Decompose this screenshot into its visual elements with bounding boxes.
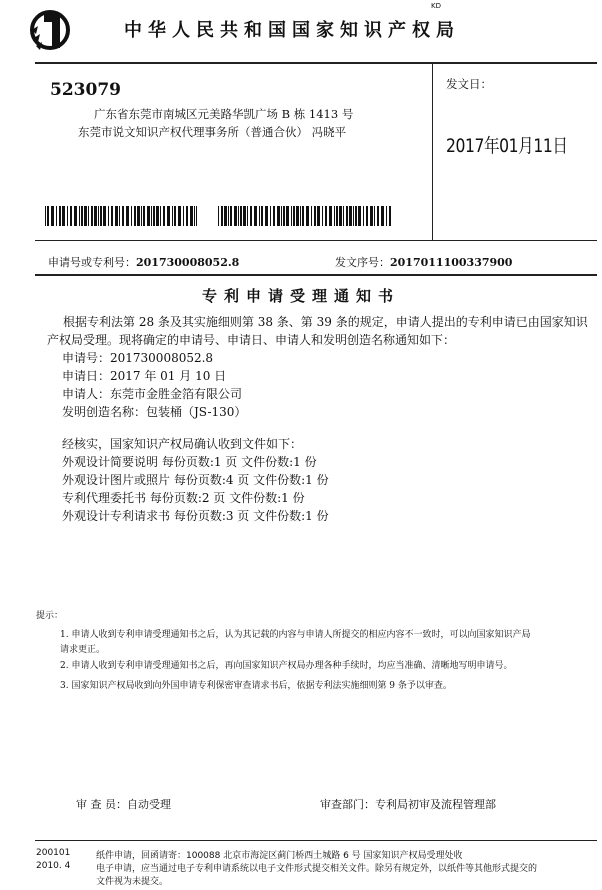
barcode-bar — [141, 206, 142, 226]
tip-item: 3. 国家知识产权局收到向外国申请专利保密审查请求书后，依据专利法实施细则第 9 条予以审查。 — [60, 681, 452, 691]
file-item: 外观设计专利请求书 每份页数:3 页 文件份数:1 份 — [62, 509, 329, 523]
barcode-bar — [196, 206, 197, 226]
barcode-bar — [363, 206, 364, 226]
barcode-bar — [137, 206, 140, 226]
form-version: 2010. 4 — [36, 861, 71, 871]
barcode-bar — [238, 206, 239, 226]
send-date: 2017年01月11日 — [446, 135, 568, 157]
application-number-value: 201730008052.8 — [136, 256, 240, 269]
barcode-bar — [147, 206, 150, 226]
barcode-bar — [186, 206, 188, 226]
form-code: 200101 — [36, 848, 71, 858]
corner-mark: KD — [431, 2, 441, 10]
document-serial-value: 2017011100337900 — [390, 256, 513, 269]
barcode-bar — [143, 206, 145, 226]
number-rule — [35, 274, 597, 276]
barcode-bar — [281, 206, 282, 226]
barcode-bar — [254, 206, 257, 226]
barcode-bar — [151, 206, 152, 226]
barcode-bar — [163, 206, 165, 226]
review-department — [320, 796, 496, 812]
barcode-bar — [291, 206, 292, 226]
document-serial — [335, 254, 512, 270]
tips-title: 提示： — [36, 611, 64, 621]
barcode-bar — [160, 206, 161, 226]
barcode-bar — [115, 206, 118, 226]
barcode-bar — [240, 206, 242, 226]
barcode-bar — [325, 206, 327, 226]
barcode-bar — [111, 206, 113, 226]
postcode: 523079 — [50, 80, 121, 100]
barcode-bar — [178, 206, 181, 226]
application-number — [48, 254, 239, 270]
barcode-right-icon — [218, 206, 392, 226]
barcode-bar — [353, 206, 354, 226]
barcode-bar — [283, 206, 285, 226]
barcode-bar — [224, 206, 227, 226]
recipient-address: 广东省东莞市南城区元美路华凯广场 B 栋 1413 号 — [94, 107, 354, 121]
barcode-bar — [190, 206, 193, 226]
barcode-bar — [156, 206, 159, 226]
review-department-label: 审查部门： — [320, 798, 375, 811]
barcode-bar — [88, 206, 89, 226]
barcode-bar — [167, 206, 170, 226]
field-filing-date: 申请日：2017 年 01 月 10 日 — [62, 369, 227, 383]
barcode-bar — [243, 206, 246, 226]
barcode-bar — [336, 206, 338, 226]
barcode-bar — [47, 206, 49, 226]
barcode-bar — [100, 206, 102, 226]
send-date-label: 发文日： — [446, 77, 492, 91]
barcode-bar — [349, 206, 352, 226]
field-invention-title: 发明创造名称：包装桶（JS-130） — [62, 405, 247, 419]
barcode-bar — [346, 206, 348, 226]
barcode-bar — [45, 206, 46, 226]
barcode-bar — [62, 206, 65, 226]
barcode-bar — [174, 206, 176, 226]
barcode-bar — [103, 206, 106, 226]
barcode-bar — [374, 206, 375, 226]
document-title: 专利申请受理通知书 — [201, 287, 400, 305]
barcode-bar — [98, 206, 99, 226]
barcode-bar — [230, 206, 232, 226]
file-item: 外观设计图片或照片 每份页数:4 页 文件份数:1 份 — [62, 473, 329, 487]
barcode-bar — [306, 206, 309, 226]
barcode-bar — [273, 206, 275, 226]
barcode-bar — [381, 206, 384, 226]
tip-item: 1. 申请人收到专利申请受理通知书之后，认为其记载的内容与申请人所提交的相应内容不一致时，可以向国家知识产局 — [60, 630, 531, 640]
barcode-bar — [108, 206, 109, 226]
barcode-bar — [119, 206, 120, 226]
barcode-bar — [386, 206, 387, 226]
application-number-label: 申请号或专利号： — [48, 256, 136, 269]
examiner-value: 自动受理 — [127, 798, 171, 811]
barcode-bar — [228, 206, 229, 226]
examiner — [76, 796, 171, 812]
barcode-bar — [355, 206, 357, 226]
barcode-bar — [377, 206, 379, 226]
document-serial-label: 发文序号： — [335, 256, 390, 269]
barcode-bar — [247, 206, 248, 226]
barcode-bar — [296, 206, 299, 226]
barcode-bar — [358, 206, 361, 226]
barcode-bar — [311, 206, 312, 226]
barcode-bar — [131, 206, 132, 226]
barcode-bar — [334, 206, 335, 226]
barcode-bar — [74, 206, 77, 226]
barcode-bar — [221, 206, 223, 226]
barcode-bar — [70, 206, 72, 226]
barcode-bar — [261, 206, 263, 226]
field-application-number: 申请号：201730008052.8 — [62, 351, 214, 365]
barcode-bar — [259, 206, 260, 226]
barcode-bar — [343, 206, 344, 226]
footer-line: 电子申请，应当通过电子专利申请系统以电子文件形式提交相关文件。除另有规定外，以纸件等其他形式提交的 — [96, 864, 538, 874]
tip-item: 2. 申请人收到专利申请受理通知书之后，再向国家知识产权局办理各种手续时，均应当准确、清晰地写明申请号。 — [60, 661, 513, 671]
recipient-agent: 东莞市说文知识产权代理事务所（普通合伙） 冯晓平 — [78, 125, 347, 139]
agency-name: 中华人民共和国国家知识产权局 — [124, 20, 460, 41]
cnipa-emblem-icon — [30, 8, 74, 52]
barcode-bar — [81, 206, 83, 226]
barcode-bar — [293, 206, 295, 226]
header-divider — [432, 62, 433, 240]
barcode-bar — [234, 206, 237, 226]
barcode-bar — [300, 206, 301, 226]
barcode-bar — [59, 206, 61, 226]
barcode-bar — [218, 206, 219, 226]
examiner-label: 审 查 员： — [76, 798, 127, 811]
barcode-bar — [172, 206, 173, 226]
barcode-bar — [122, 206, 124, 226]
barcode-bar — [194, 206, 195, 226]
barcode-bar — [153, 206, 155, 226]
field-applicant: 申请人：东莞市金胜金箔有限公司 — [62, 387, 243, 401]
footer-line: 纸件申请，回函请寄：100088 北京市海淀区蓟门桥西土城路 6 号 国家知识产权局受理处收 — [96, 851, 463, 861]
barcode-bar — [84, 206, 87, 226]
barcode-bar — [302, 206, 304, 226]
review-department-value: 专利局初审及流程管理部 — [375, 798, 496, 811]
barcode-bar — [250, 206, 252, 226]
header-rule — [35, 62, 597, 64]
barcode-bar — [270, 206, 271, 226]
barcode-bar — [317, 206, 320, 226]
barcode-bar — [366, 206, 368, 226]
barcode-left-icon — [45, 206, 197, 226]
file-item: 专利代理委托书 每份页数:2 页 文件份数:1 份 — [62, 491, 305, 505]
barcode-bar — [322, 206, 323, 226]
tip-item: 请求更正。 — [60, 645, 106, 655]
barcode-bar — [126, 206, 129, 226]
barcode-bar — [51, 206, 54, 226]
barcode-bar — [389, 206, 391, 226]
barcode-bar — [277, 206, 280, 226]
barcode-bar — [134, 206, 136, 226]
barcode-bar — [265, 206, 268, 226]
barcode-bar — [94, 206, 97, 226]
barcode-bar — [314, 206, 316, 226]
barcode-bar — [56, 206, 57, 226]
barcode-bar — [183, 206, 184, 226]
file-item: 外观设计简要说明 每份页数:1 页 文件份数:1 份 — [62, 455, 317, 469]
barcode-bar — [370, 206, 373, 226]
barcode-bar — [329, 206, 332, 226]
body-paragraph: 根据专利法第 28 条及其实施细则第 38 条、第 39 条的规定，申请人提出的专利申请已由国家知识产权局受理。现将确定的申请号、申请日、申请人和发明创造名称通知如下： — [47, 315, 588, 347]
confirm-text: 经核实，国家知识产权局确认收到文件如下： — [62, 437, 303, 451]
barcode-bar — [91, 206, 93, 226]
barcode-bar — [339, 206, 342, 226]
address-rule — [35, 240, 597, 241]
barcode-bar — [67, 206, 68, 226]
barcode-bar — [79, 206, 80, 226]
footer-line: 文件视为未提交。 — [96, 877, 169, 887]
footer-rule — [35, 840, 597, 841]
barcode-bar — [286, 206, 289, 226]
